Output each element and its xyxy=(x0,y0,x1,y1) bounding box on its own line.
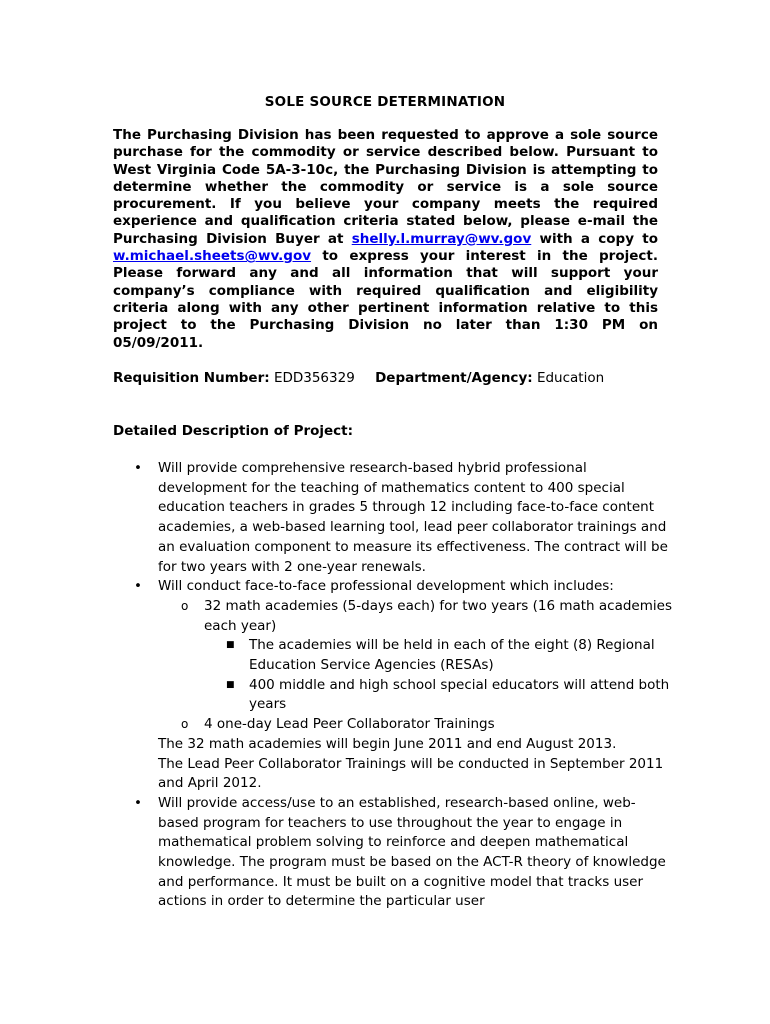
bullet-icon: • xyxy=(134,794,142,811)
intro-paragraph xyxy=(113,127,658,352)
email-link-copy[interactable]: w.michael.sheets@wv.gov xyxy=(113,248,312,265)
list-item-text: Will provide access/use to an established, research-based online, web-based program for teachers to use throughout the year to engage in mathematical problem solving to reinforce and deepen mathematical knowledge. The program must be based on the ACT-R theory of knowledge and performance. It must be built on a cognitive model that tracks user actions in order to determine the particular user xyxy=(158,794,666,910)
sub-list-item xyxy=(113,597,673,636)
list-item xyxy=(113,577,673,597)
list-item-text: Will conduct face-to-face professional development which includes: xyxy=(158,578,614,595)
intro-text-3: to express your interest in the project. Please forward any and all information that will support your company’s compliance with required qualification and eligibility criteria along with any other pertinent information relative to this project to the Purchasing Division no later than 1:30 PM on 05/09/2011. xyxy=(113,248,658,351)
description-list xyxy=(113,459,673,912)
requisition-line xyxy=(113,370,673,387)
sub-sub-list-item xyxy=(113,676,673,715)
sub-sub-list-item-text: 400 middle and high school special educators will attend both years xyxy=(249,676,670,713)
bullet-icon: • xyxy=(134,460,142,476)
list-item xyxy=(113,794,673,912)
sub-list-item xyxy=(113,715,673,735)
sub-list-item-text: 4 one-day Lead Peer Collaborator Trainings xyxy=(204,716,495,733)
note-trainings: The Lead Peer Collaborator Trainings will be conducted in September 2011 and April 2012. xyxy=(158,755,664,792)
list-item xyxy=(113,459,673,577)
department-label: Department/Agency: xyxy=(375,370,533,386)
intro-text-2: with a copy to xyxy=(531,230,658,247)
email-link-buyer[interactable]: shelly.l.murray@wv.gov xyxy=(351,230,532,247)
bullet-icon: • xyxy=(134,578,142,595)
sub-sub-list-item-text: The academies will be held in each of the eight (8) Regional Education Service Agencies (RESAs) xyxy=(249,637,655,674)
sub-list-item-text: 32 math academies (5-days each) for two years (16 math academies each year) xyxy=(204,597,672,634)
requisition-value: EDD356329 xyxy=(273,370,355,386)
circle-bullet-icon: o xyxy=(181,717,189,732)
requisition-label: Requisition Number: xyxy=(113,370,270,386)
department-value: Education xyxy=(536,370,605,386)
detail-heading: Detailed Description of Project: xyxy=(113,423,354,439)
note-academies: The 32 math academies will begin June 2011 and end August 2013. xyxy=(158,735,617,752)
square-bullet-icon: ■ xyxy=(226,679,235,690)
circle-bullet-icon: o xyxy=(181,598,189,613)
document-title: SOLE SOURCE DETERMINATION xyxy=(264,94,506,110)
intro-text-1: The Purchasing Division has been requested to approve a sole source purchase for the commodity or service described below. Pursuant to West Virginia Code 5A-3-10c, the Purchasing Division is attempting to determine whether the commodity or service is a sole source procurement. If you believe your company meets the required experience and qualification criteria stated below, please e-mail the Purchasing Division Buyer at xyxy=(113,127,658,247)
sub-sub-list-item xyxy=(113,636,673,675)
list-item-text: Will provide comprehensive research-based hybrid professional development for the teaching of mathematics content to 400 special education teachers in grades 5 through 12 including face-to-face content academies, a web-based learning tool, lead peer collaborator trainings and an evaluation component to measure its effectiveness. The contract will be for two years with 2 one-year renewals. xyxy=(158,460,668,575)
square-bullet-icon: ■ xyxy=(226,640,235,651)
